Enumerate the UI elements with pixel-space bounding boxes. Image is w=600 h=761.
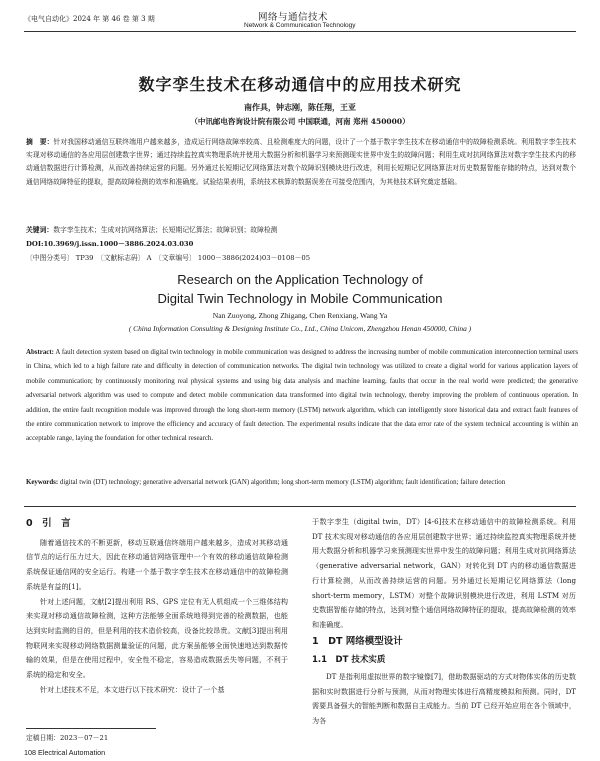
- body-paragraph: 针对上述技术不足，本文进行以下技术研究：设计了一个基: [40, 684, 225, 694]
- body-left-column: [26, 515, 288, 697]
- page-footer: 108 Electrical Automation: [24, 748, 106, 757]
- paper-title-en-line2: Digital Twin Technology in Mobile Communication: [157, 291, 443, 306]
- paper-title-en-line1: Research on the Application Technology of: [177, 272, 423, 287]
- abstract-en: [26, 346, 578, 447]
- paper-title-en: [0, 270, 600, 308]
- affiliation-en: ( China Information Consulting & Designing Institute Co., Ltd., China Unicom, Zhengzhou Henan 450000, China ): [128, 324, 472, 333]
- abstract-en-label: Abstract:: [26, 349, 54, 356]
- section-heading-intro: 0 引 言: [26, 518, 71, 529]
- abstract-zh-label: 摘 要：: [26, 138, 54, 146]
- received-date: 定稿日期：2023－07－21: [26, 734, 109, 742]
- keywords-zh-text: 数字孪生技术；生成对抗网络算法；长短期记忆算法；故障识别；故障检测: [53, 226, 278, 234]
- affiliation-zh: （中讯邮电咨询设计院有限公司 中国联通，河南 郑州 450000）: [190, 117, 410, 126]
- abstract-zh-text: 针对我国移动通信互联终端用户越来越多，造成运行网络故障率较高、且检测难度大的问题，设计了一个基于数字孪生技术在移动通信中的故障检测系统。利用数字孪生技术实现对移动通信的各应用层创建数字世界；通过持续监控真实物理系统并使用大数据分析和机器学习来预测现实世界中发生的故障问题；利用生成对抗网络算法对数字孪生技术内的移动通信数据进行计算检测，从而改善持续运营的问题。另外通过长短期记忆网络算法对数个故障识别模块进行改进，利用长短期记忆网络算法对历史数据智能存储的特点，达到对数个通信网络故障特征的提取，提高故障检测的效率和准确度。试验结果表明，系统技术核算的数据误差在可接受范围内，为其他技术研究奠定基础。: [26, 138, 577, 186]
- body-right-column: [312, 515, 576, 729]
- keywords-en: [26, 476, 578, 490]
- body-paragraph: DT 是指利用虚拟世界的数字镜像[7]，借助数据驱动的方式对物体实体的历史数据和实时数据进行分析与预测，从而对物理实体进行高精度模拟和预测。同时，DT 需要具备强大的智能判断和数据自主成能力。当前 DT 已经开始应用在各个领域中，为各: [312, 672, 576, 726]
- abstract-en-text: A fault detection system based on digital twin technology in mobile communication was designed to address the increasing number of mobile communication interconnection terminal users in China, which led to a high failure rate and difficulty in detection of communication networks. The digital twin technology was utilized to create a digital world for various application layers of mobile communication; by continuously monitoring real physical systems and using big data analysis and machine learning, faults that occur in the real world were predicted; the generative adversarial network algorithm was used to compute and detect mobile communication data transformed into digital twin technology, thereby improving the problem of continuous operation. In addition, the entire fault recognition module was improved through the long short-term memory (LSTM) network algorithm, which can intelligently store historical data and extract fault features of the entire communication network to improve the efficiency and accuracy of fault detection. The experimental results indicate that the data error rate of the system technical accounting is within an acceptable range, laying the foundation for other technical research.: [26, 349, 578, 443]
- section-divider: [24, 506, 576, 507]
- abstract-zh: [26, 136, 576, 189]
- body-paragraph: 针对上述问题，文献[2]提出利用 RS、GPS 定位有无人机组成一个三维体结构来实现对移动通信故障检测，这种方法能够全面系统地得到完善的检测数据，也能达到实时监测的目的，但是利用的技术造价较高，设备比较昂贵。文献[3]提出利用物联网来实现移动网络数据测量验证的问题，此方案虽能够全面快速地达到数据传输的效果，但是在使用过程中，安全性不稳定，容易造成数据丢失等问题，不利于系统的稳定和安全。: [26, 596, 288, 680]
- keywords-en-label: Keywords:: [26, 479, 59, 486]
- keywords-en-text: digital twin (DT) technology; generative adversarial network (GAN) algorithm; long short-term memory (LSTM) algorithm; fault identification; failure detection: [59, 479, 506, 486]
- doi: DOI:10.3969/j.issn.1000－3886.2024.03.030: [26, 240, 194, 248]
- section-heading-1-1: 1.1 DT 技术实质: [312, 655, 386, 666]
- header-divider: [24, 31, 576, 32]
- paper-title-zh: 数字孪生技术在移动通信中的应用技术研究: [138, 75, 462, 94]
- column-title-en: Network & Communication Technology: [244, 22, 356, 29]
- classification-line: 〔中图分类号〕 TP39 〔文献标志码〕 A 〔文章编号〕 1000－3886(2024)03－0108－05: [26, 254, 311, 262]
- section-heading-1: 1 DT 网络模型设计: [312, 635, 403, 647]
- keywords-zh: [26, 224, 576, 234]
- body-paragraph: 随着通信技术的不断更新，移动互联通信终端用户越来越多，造成对其移动通信节点的运行压力过大，因此在移动通信网络管理中一个有效的移动通信故障检测系统保证通信网的安全运行。构建一个基于数字孪生技术在移动通信中的故障检测系统是有益的[1]。: [26, 537, 288, 591]
- authors-en: Nan Zuoyong, Zhong Zhigang, Chen Renxiang, Wang Ya: [212, 311, 388, 320]
- authors-zh: 南作具，钟志刚，陈任翔，王亚: [244, 102, 356, 112]
- column-title-zh: 网络与通信技术: [258, 12, 329, 23]
- body-paragraph: 于数字孪生（digital twin，DT）[4-6]技术在移动通信中的故障检测系统。利用 DT 技术实现对移动通信的各应用层创建数字世界；通过持续监控真实物理系统并使用大数据分析和机器学习来预测现实世界中发生的故障问题；利用生成对抗网络算法（generative adversarial network，GAN）对转化到 DT 内的移动通信数据进行计算检测，从而改善持续运营的问题。另外通过长短期记忆网络算法（long short-term memory，LSTM）对整个故障识别模块进行改进，利用 LSTM 对历史数据智能存储的特点，达到对整个通信网络故障特征的提取，提高故障检测的效率和准确度。: [312, 517, 576, 629]
- footnote-divider: [26, 728, 156, 729]
- journal-header: 《电气自动化》2024 年 第 46 卷 第 3 期: [24, 15, 155, 23]
- keywords-zh-label: 关键词：: [26, 226, 54, 234]
